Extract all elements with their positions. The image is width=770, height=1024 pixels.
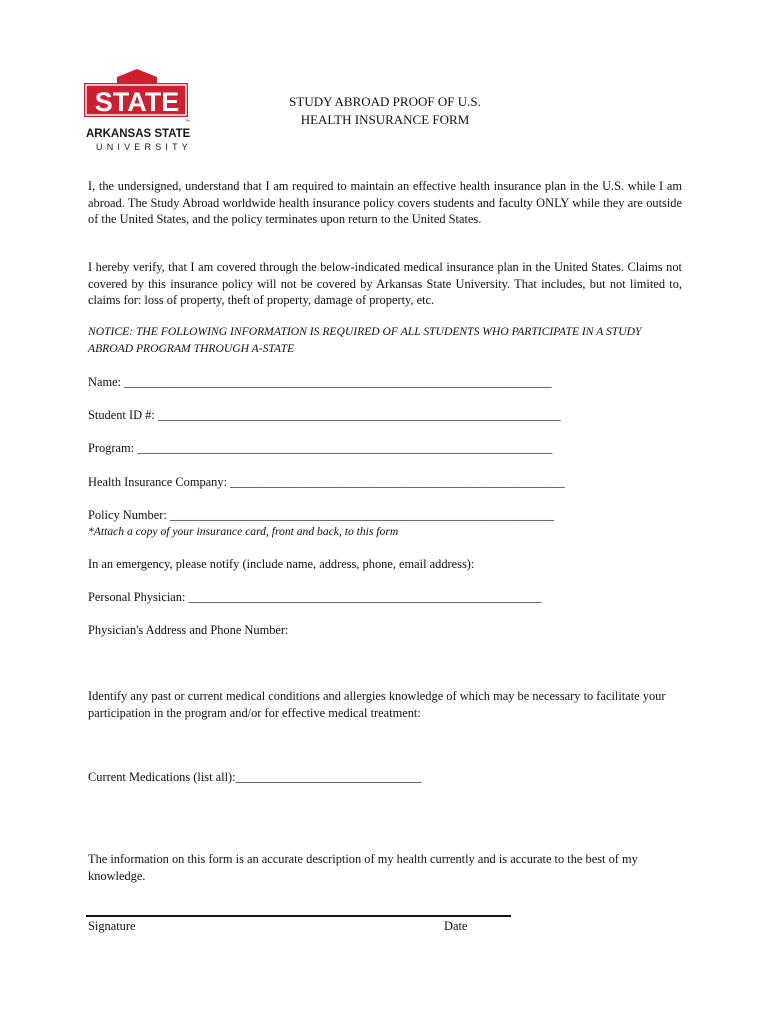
- notice-text: NOTICE: THE FOLLOWING INFORMATION IS REQUIRED OF ALL STUDENTS WHO PARTICIPATE IN A STUDY ABROAD PROGRAM THROUGH A-STATE: [88, 325, 642, 355]
- arkansas-state-logo: [82, 68, 192, 158]
- policy-number-field[interactable]: Policy Number: ______________________________________________________________: [88, 508, 555, 522]
- emergency-contact-label: In an emergency, please notify (include name, address, phone, email address):: [88, 557, 475, 571]
- attestation-text: The information on this form is an accurate description of my health currently and is accurate to the best of my knowledge.: [88, 852, 638, 883]
- physician-address-label: Physician's Address and Phone Number:: [88, 623, 289, 637]
- medical-conditions-label: Identify any past or current medical conditions and allergies knowledge of which may be necessary to facilitate your participation in the program and/or for effective medical treatment:: [88, 689, 666, 720]
- student-id-field[interactable]: Student ID #: _________________________________________________________________: [88, 408, 561, 422]
- date-label: Date: [444, 919, 468, 933]
- state-wordmark-icon: [82, 68, 192, 128]
- signature-label: Signature: [88, 919, 136, 933]
- current-medications-field[interactable]: Current Medications (list all):______________________________: [88, 770, 422, 784]
- insurance-company-field[interactable]: Health Insurance Company: ______________________________________________________: [88, 475, 565, 489]
- form-title-line2: HEALTH INSURANCE FORM: [300, 112, 470, 127]
- attach-card-note: *Attach a copy of your insurance card, front and back, to this form: [88, 525, 399, 538]
- signature-line[interactable]: [86, 915, 511, 917]
- name-field[interactable]: Name: _____________________________________________________________________: [88, 375, 552, 389]
- personal-physician-field[interactable]: Personal Physician: _________________________________________________________: [88, 590, 542, 604]
- svg-text:™: ™: [185, 119, 190, 125]
- undersigned-paragraph: I, the undersigned, understand that I am required to maintain an effective health insurance plan in the U.S. while I am abroad. The Study Abroad worldwide health insurance policy covers students and faculty ONLY while they are outside of the United States, and the policy terminates upon return to the United States.: [88, 179, 682, 226]
- program-field[interactable]: Program: ___________________________________________________________________: [88, 441, 553, 455]
- logo-university-name: ARKANSAS STATE: [86, 128, 191, 140]
- logo-university-subtitle: UNIVERSITY: [96, 142, 193, 152]
- logo-wordmark-text: STATE: [94, 87, 180, 117]
- verification-paragraph: I hereby verify, that I am covered through the below-indicated medical insurance plan in the United States. Claims not covered by this insurance policy will not be covered by Arkansas State University. That includes, but not limited to, claims for: loss of property, theft of property, damage of property, etc.: [88, 260, 682, 307]
- form-title-line1: STUDY ABROAD PROOF OF U.S.: [289, 94, 481, 109]
